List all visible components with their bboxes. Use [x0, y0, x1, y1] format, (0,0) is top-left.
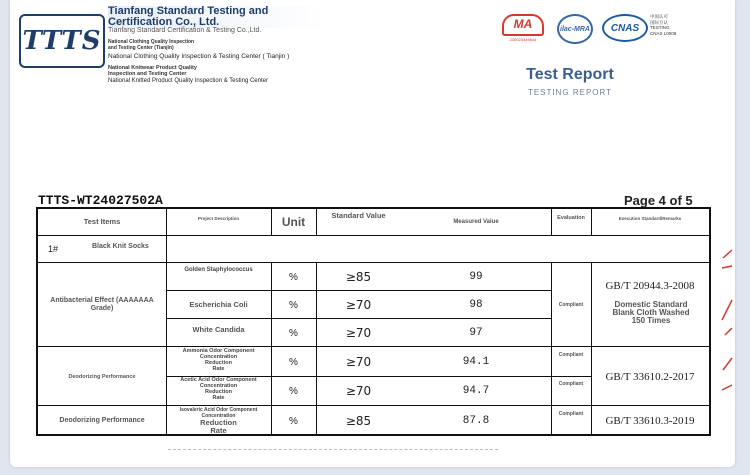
footer-divider	[168, 449, 498, 451]
unit-row2: %	[289, 299, 298, 311]
red-seal-fragment	[720, 240, 735, 430]
ilac-text: ilac-MRA	[560, 25, 590, 33]
center2-label: National Knitwear Product Quality	[108, 65, 197, 71]
desc-isovaleric-line4: Rate	[210, 426, 227, 435]
center2-label2: Inspection and Testing Center	[108, 71, 187, 77]
remark-antibacterial: Domestic Standard Blank Cloth Washed 150 Times	[612, 300, 690, 325]
unit-row4: %	[289, 356, 298, 368]
std-row4: ≥70	[345, 355, 372, 369]
desc-acetic-line2: Concentration	[199, 383, 238, 389]
std-row1: ≥85	[345, 270, 372, 284]
ilac-globe-icon	[557, 14, 593, 44]
report-number: TTTS-WT24027502A	[38, 193, 163, 208]
org-name-cn-line: Tianfang Standard Certification & Testing Co.,Ltd.	[108, 27, 262, 34]
desc-escherichia-coli: Escherichia Coli	[189, 300, 248, 309]
evaluation-antibacterial: Compliant	[558, 302, 584, 308]
header-project-description: Project Description	[197, 215, 240, 221]
cnas-text: CNAS	[610, 22, 640, 34]
report-subtitle: TESTING REPORT	[527, 88, 613, 97]
header-measured-value: Measured Value	[453, 219, 499, 225]
measured-row5: 94.7	[462, 385, 490, 397]
center2-name: National Knitted Product Quality Inspection & Testing Center	[108, 78, 268, 84]
results-table	[36, 207, 711, 436]
org-name-line2: Certification Co., Ltd.	[108, 17, 328, 28]
unit-row1: %	[289, 271, 298, 283]
header-evaluation: Evaluation	[557, 215, 585, 221]
desc-ammonia	[166, 348, 271, 376]
evaluation-row4: Compliant	[558, 352, 584, 358]
std-row2: ≥70	[345, 298, 372, 312]
desc-isovaleric	[166, 407, 271, 435]
desc-ammonia-line2: Concentration	[199, 354, 238, 360]
desc-acetic-acid	[166, 377, 271, 405]
cnas-side-3: TESTING	[650, 25, 670, 30]
desc-isovaleric-line2: Concentration	[201, 413, 236, 419]
desc-ammonia-line3: Reduction	[205, 360, 232, 366]
unit-row6: %	[289, 415, 298, 427]
cnas-side-text	[650, 14, 676, 36]
measured-row4: 94.1	[462, 356, 490, 368]
center1-name: National Clothing Quality Inspection & Testing Center ( Tianjin )	[108, 53, 290, 60]
desc-ammonia-line4: Rate	[212, 366, 225, 372]
header-standard-value: Standard Value	[331, 211, 386, 220]
measured-row3: 97	[469, 327, 483, 339]
org-name-line1: Tianfang Standard Testing and	[108, 6, 328, 17]
item-deodorizing-1: Deodorizing Performance	[68, 373, 136, 380]
std-row5: ≥70	[345, 384, 372, 398]
cnas-side-4: CNAS L0008	[650, 30, 677, 36]
cnas-mark	[602, 14, 648, 42]
evaluation-row6: Compliant	[558, 411, 584, 417]
cnas-oval-icon	[602, 14, 648, 42]
standard-antibacterial: GB/T 20944.3-2008	[605, 280, 695, 292]
desc-acetic-line3: Reduction	[205, 389, 232, 395]
report-title: Test Report	[526, 66, 614, 83]
cma-number: 230023349644	[509, 37, 537, 42]
cnas-side-2: 国际互认	[650, 19, 668, 25]
desc-ammonia-line1: Ammonia Odor Component	[182, 348, 255, 354]
desc-isovaleric-line1: Isovaleric Acid Odor Component	[179, 407, 258, 413]
measured-row1: 99	[469, 271, 483, 283]
header-execution-standard: Execution Standard/Remarks	[618, 215, 682, 221]
desc-isovaleric-line3: Reduction	[200, 418, 237, 427]
cma-badge-icon	[502, 14, 544, 36]
cma-text: MA	[513, 17, 533, 31]
cma-mark	[502, 14, 544, 42]
desc-acetic-line1: Acetic Acid Odor Component	[180, 377, 257, 383]
header-unit: Unit	[281, 215, 306, 229]
page-number: Page 4 of 5	[624, 193, 693, 208]
center1-label: National Clothing Quality Inspection	[108, 39, 195, 45]
center1-label2: and Testing Center (Tianjin)	[108, 45, 174, 51]
header-test-items: Test Items	[83, 217, 121, 226]
cnas-side-1: 中国认可	[650, 14, 668, 19]
sample-name: Black Knit Socks	[92, 243, 149, 250]
item-antibacterial: Antibacterial Effect (AAAAAAA Grade)	[50, 297, 154, 312]
ttts-logo	[19, 14, 105, 68]
evaluation-row5: Compliant	[558, 381, 584, 387]
organization-block	[108, 6, 328, 85]
standard-deodorizing-2: GB/T 33610.3-2019	[605, 415, 695, 427]
logo-text: TTTS	[22, 26, 102, 56]
desc-golden-staphylococcus: Golden Staphylococcus	[184, 267, 253, 273]
desc-white-candida: White Candida	[192, 325, 245, 334]
unit-row5: %	[289, 385, 298, 397]
std-row3: ≥70	[345, 326, 372, 340]
std-row6: ≥85	[345, 414, 372, 428]
item-deodorizing-2: Deodorizing Performance	[59, 416, 145, 424]
sample-index: 1#	[48, 244, 59, 254]
measured-row2: 98	[469, 299, 483, 311]
standard-deodorizing-1: GB/T 33610.2-2017	[605, 370, 695, 383]
desc-acetic-line4: Rate	[212, 395, 225, 401]
measured-row6: 87.8	[462, 415, 490, 427]
ilac-mark	[557, 14, 593, 44]
unit-row3: %	[289, 327, 298, 339]
